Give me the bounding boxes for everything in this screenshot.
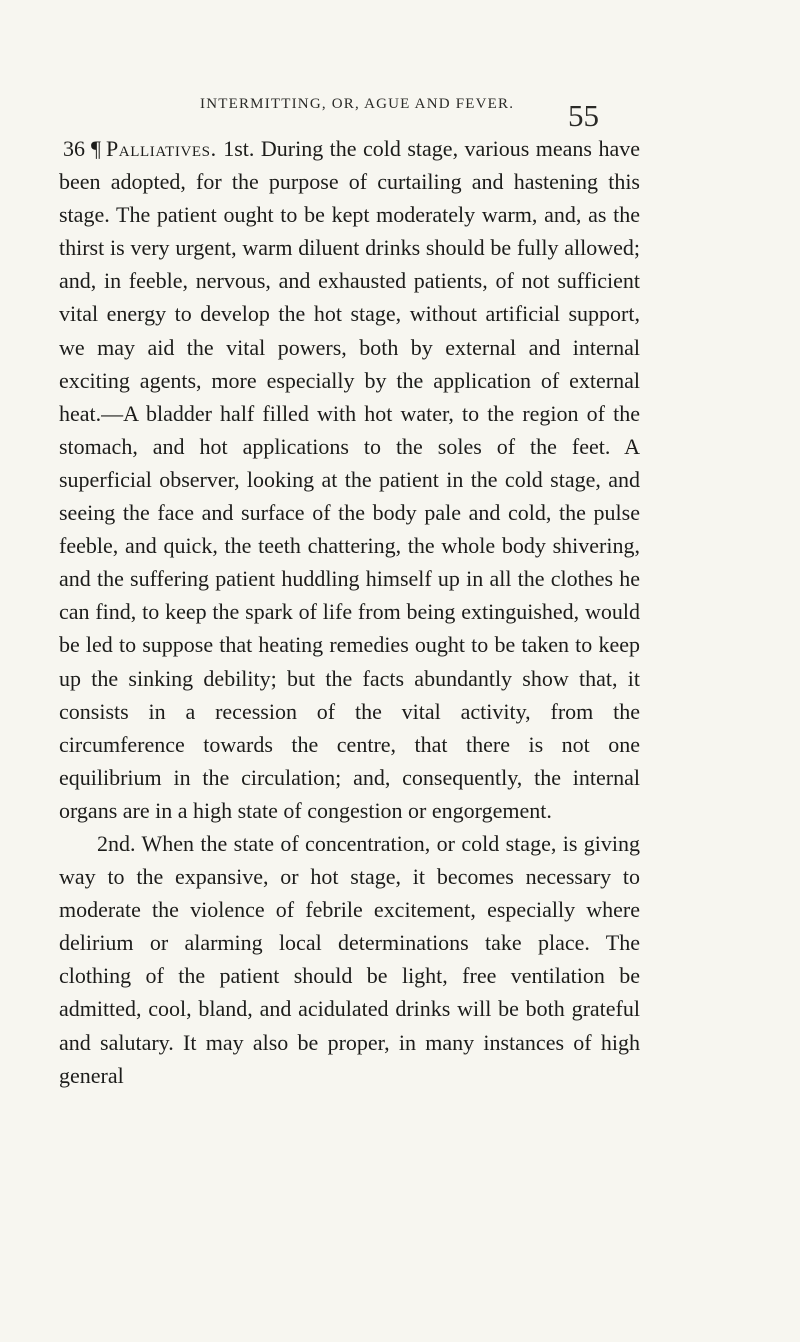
section-title: Palliatives.: [105, 136, 217, 161]
first-paragraph-text: 1st. During the cold stage, various means have been adopted, for the purpose of curtailing and hastening this stage. The patient ought to be kept moderately warm, and, as the thirst is very urgent, warm diluent drinks should be fully allowed; and, in feeble, nervous, and exhausted patients, of not sufficient vital energy to develop the hot stage, without artificial support, we may aid the vital powers, both by external and internal exciting agents, more especially by the application of external heat.—A bladder half filled with hot water, to the region of the stomach, and hot applications to the soles of the feet. A superficial observer, looking at the patient in the cold stage, and seeing the face and surface of the body pale and cold, the pulse feeble, and quick, the teeth chattering, the whole body shivering, and the suffering patient huddling himself up in all the clothes he can find, to keep the spark of life from being extinguished, would be led to suppose that heating remedies ought to be taken to keep up the sinking debility; but the facts abundantly show that, it consists in a recession of the vital activity, from the circumference towards the centre, that there is not one equilibrium in the circulation; and, consequently, the internal organs are in a high state of congestion or engorgement.: [59, 136, 640, 823]
pilcrow-mark: ¶: [91, 136, 101, 161]
second-paragraph: 2nd. When the state of concentration, or cold stage, is giving way to the expansive, or hot stage, it becomes necessary to moderate the violence of febrile excitement, especially where delirium or alarming local determinations take place. The clothing of the patient should be light, free ventilation be admitted, cool, bland, and acidulated drinks will be both grateful and salutary. It may also be proper, in many instances of high general: [59, 830, 640, 1088]
section-number: 36: [63, 136, 85, 161]
running-head: INTERMITTING, OR, AGUE AND FEVER.: [200, 96, 515, 112]
page-number: 55: [568, 98, 599, 133]
body-text: [59, 132, 640, 1092]
first-paragraph: [59, 132, 640, 827]
